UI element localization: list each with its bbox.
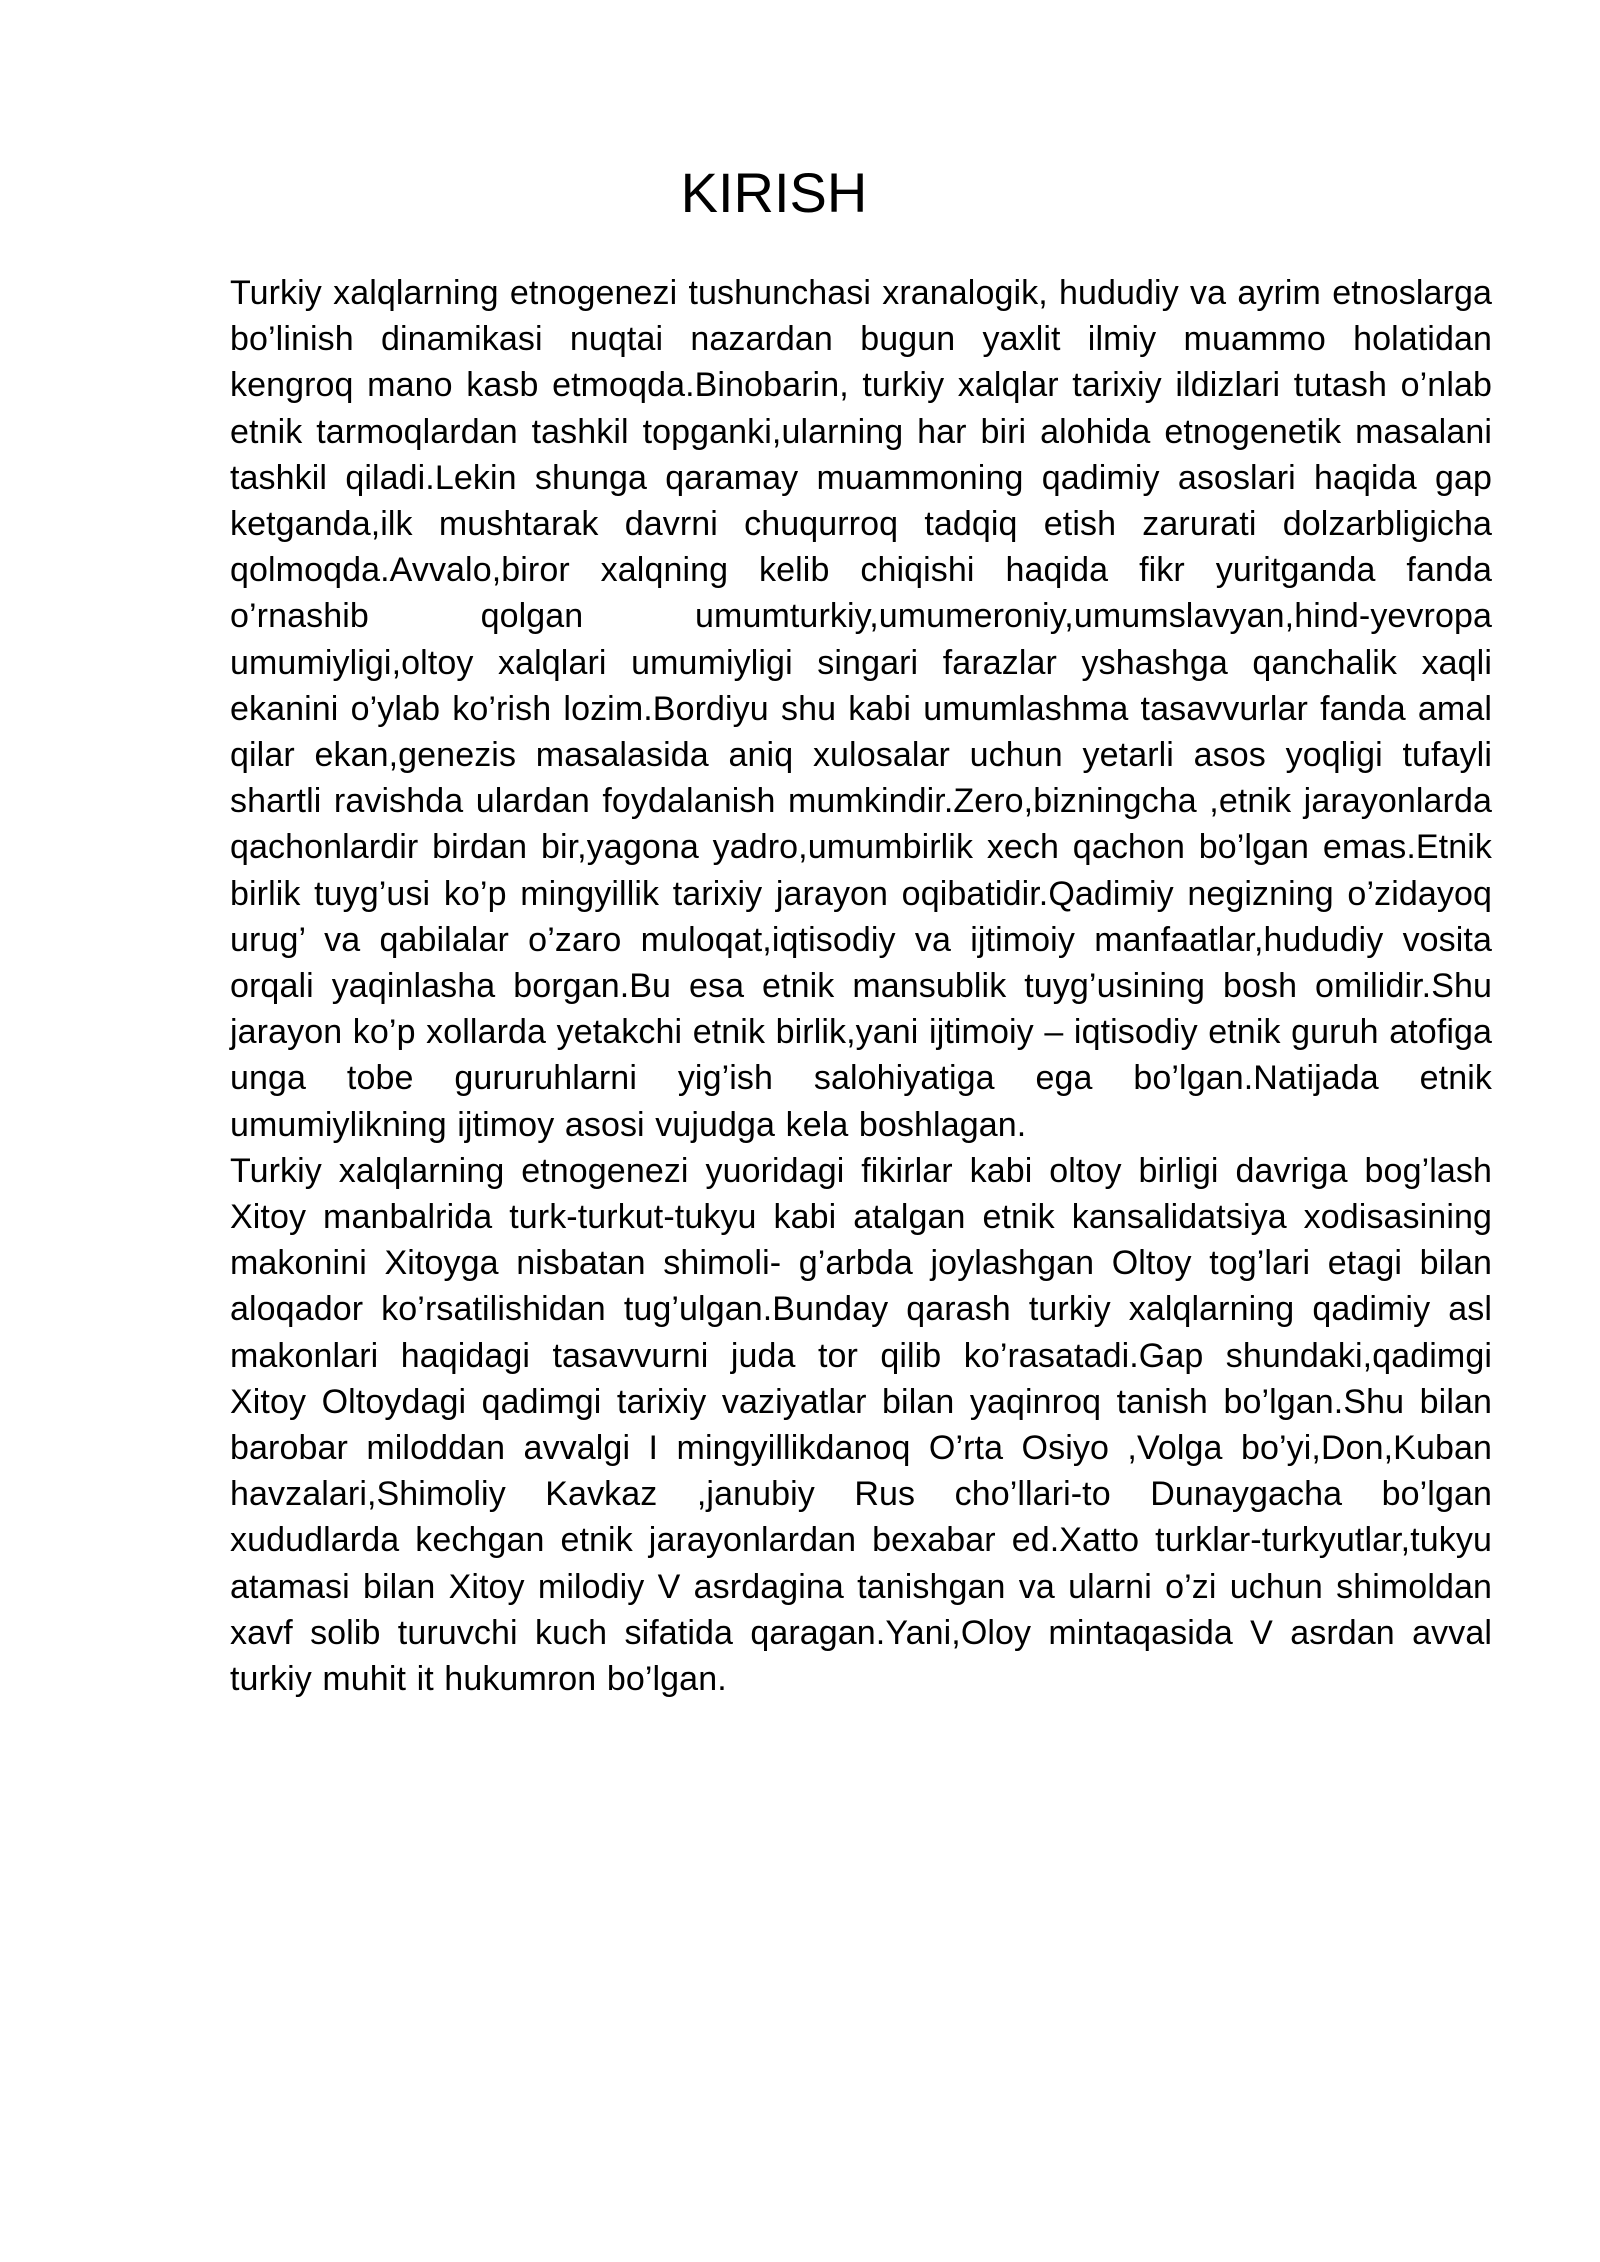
document-body <box>230 270 1492 1702</box>
page-title: KIRISH <box>680 161 868 224</box>
paragraph-2: Turkiy xalqlarning etnogenezi yuoridagi fikirlar kabi oltoy birligi davriga bog’lash Xitoy manbalrida turk-turkut-tukyu kabi atalgan etnik kansalidatsiya xodisasining makonini Xitoyga nisbatan shimoli- g’arbda joylashgan Oltoy tog’lari etagi bilan aloqador ko’rsatilishidan tug’ulgan.Bunday qarash turkiy xalqlarning qadimiy asl makonlari haqidagi tasavvurni juda tor qilib ko’rasatadi.Gap shundaki,qadimgi Xitoy Oltoydagi qadimgi tarixiy vaziyatlar bilan yaqinroq tanish bo’lgan.Shu bilan barobar miloddan avvalgi I mingyillikdanoq O’rta Osiyo ,Volga bo’yi,Don,Kuban havzalari,Shimoliy Kavkaz ,janubiy Rus cho’llari-to Dunaygacha bo’lgan xududlarda kechgan etnik jarayonlardan bexabar ed.Xatto turklar-turkyutlar,tukyu atamasi bilan Xitoy milodiy V asrdagina tanishgan va ularni o’zi uchun shimoldan xavf solib turuvchi kuch sifatida qaragan.Yani,Oloy mintaqasida V asrdan avval turkiy muhit it hukumron bo’lgan. <box>230 1151 1492 1699</box>
paragraph-1: Turkiy xalqlarning etnogenezi tushunchasi xranalogik, hududiy va ayrim etnoslarga bo’linish dinamikasi nuqtai nazardan bugun yaxlit ilmiy muammo holatidan kengroq mano kasb etmoqda.Binobarin, turkiy xalqlar tarixiy ildizlari tutash o’nlab etnik tarmoqlardan tashkil topganki,ularning har biri alohida etnogenetik masalani tashkil qiladi.Lekin shunga qaramay muammoning qadimiy asoslari haqida gap ketganda,ilk mushtarak davrni chuqurroq tadqiq etish zarurati dolzarbligicha qolmoqda.Avvalo,biror xalqning kelib chiqishi haqida fikr yuritganda fanda o’rnashib qolgan umumturkiy,umumeroniy,umumslavyan,hind-yevropa umumiyligi,oltoy xalqlari umumiyligi singari farazlar yshashga qanchalik xaqli ekanini o’ylab ko’rish lozim.Bordiyu shu kabi umumlashma tasavvurlar fanda amal qilar ekan,genezis masalasida aniq xulosalar uchun yetarli asos yoqligi tufayli shartli ravishda ulardan foydalanish mumkindir.Zero,bizningcha ,etnik jarayonlarda qachonlardir birdan bir,yagona yadro,umumbirlik xech qachon bo’lgan emas.Etnik birlik tuyg’usi ko’p mingyillik tarixiy jarayon oqibatidir.Qadimiy negizning o’zidayoq urug’ va qabilalar o’zaro muloqat,iqtisodiy va ijtimoiy manfaatlar,hududiy vosita orqali yaqinlasha borgan.Bu esa etnik mansublik tuyg’usining bosh omilidir.Shu jarayon ko’p xollarda yetakchi etnik birlik,yani ijtimoiy – iqtisodiy etnik guruh atofiga unga tobe gururuhlarni yig’ish salohiyatiga ega bo’lgan.Natijada etnik umumiylikning ijtimoy asosi vujudga kela boshlagan. <box>230 274 1492 1144</box>
